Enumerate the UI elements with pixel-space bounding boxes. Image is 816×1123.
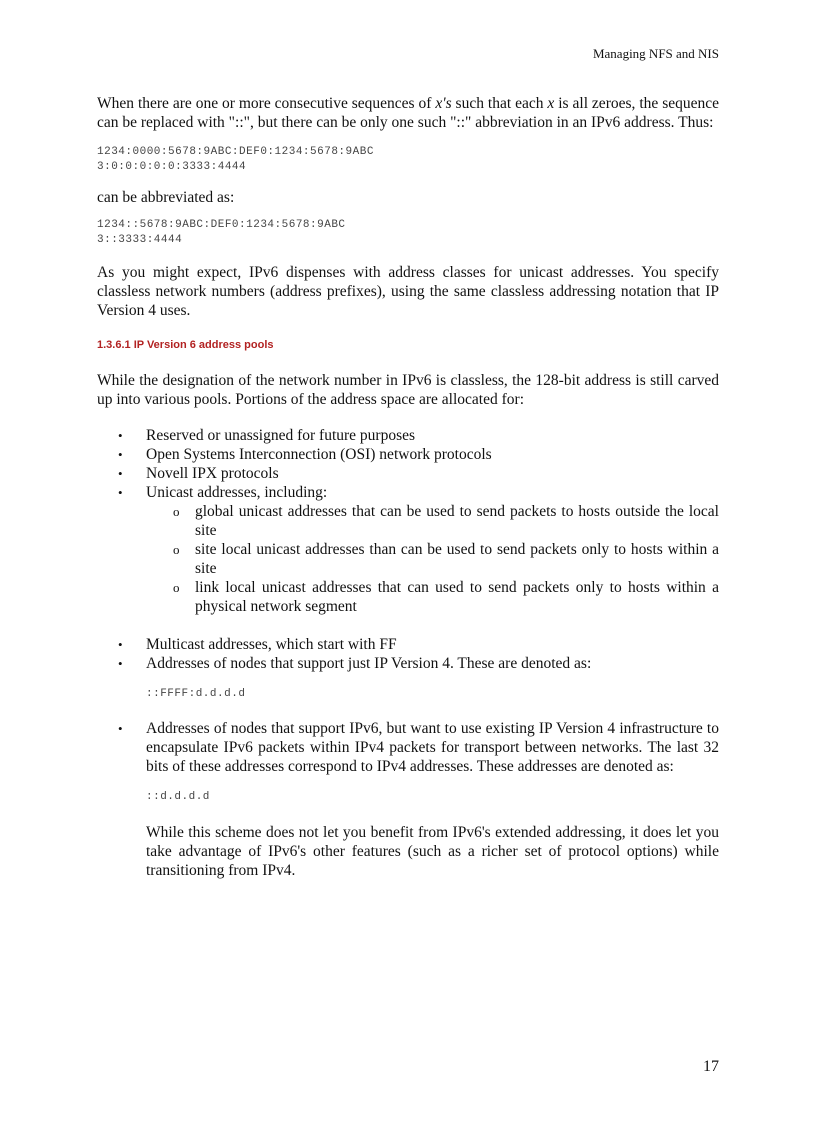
code-ipv4-compatible: ::d.d.d.d [146,791,210,803]
sub-list-item: o site local unicast addresses than can be used to send packets only to hosts within a site [146,540,719,578]
list-item-ipv6-encap: • Addresses of nodes that support IPv6, but want to use existing IP Version 4 infrastructure to encapsulate IPv6 packets within IPv4 packets for transport between networks. The last 32 bits of these addresses correspond to IPv4 addresses. These addresses are denoted as: ::d.d.d.d While this scheme does not let you benefit from IPv6's extended addressing, it does let you take advantage of IPv6's other features (such as a richer set of protocol options) while transitioning from IPv4. [97,719,719,880]
italic-xs: x's [435,95,452,112]
paragraph-zero-compression: When there are one or more consecutive sequences of x's such that each x is all zeroes, the sequence can be replaced with "::", but there can be only one such "::" abbreviation in an IPv6 address. Thus: [97,95,719,131]
list-item: • Open Systems Interconnection (OSI) network protocols [97,445,719,464]
code-line: 1234:0000:5678:9ABC:DEF0:1234:5678:9ABC [97,146,374,158]
list-item-ipv4-only: • Addresses of nodes that support just IP Version 4. These are denoted as: ::FFFF:d.d.d.d [97,654,719,702]
paragraph-classless: As you might expect, IPv6 dispenses with address classes for unicast addresses. You specify classless network numbers (address prefixes), using the same classless addressing notation that IP Version 4 uses. [97,264,719,319]
section-heading: 1.3.6.1 IP Version 6 address pools [97,339,274,351]
code-ipv4-mapped: ::FFFF:d.d.d.d [146,688,246,700]
paragraph-transition: While this scheme does not let you benefit from IPv6's extended addressing, it does let you take advantage of IPv6's other features (such as a richer set of protocol options) while transitioning from IPv4. [146,824,719,879]
running-header: Managing NFS and NIS [592,46,719,61]
page-number: 17 [703,1058,719,1075]
sub-list-item: o link local unicast addresses that can used to send packets only to hosts within a physical network segment [146,578,719,616]
code-line: 3::3333:4444 [97,234,183,246]
list-item: • Novell IPX protocols [97,464,719,483]
page-content [97,94,719,880]
list-item: • Reserved or unassigned for future purposes [97,426,719,445]
code-line: 3:0:0:0:0:0:3333:4444 [97,161,247,173]
code-block-full-addresses [97,145,719,175]
italic-x: x [547,95,555,112]
paragraph-abbreviated: can be abbreviated as: [97,189,235,206]
sub-list-item: o global unicast addresses that can be used to send packets to hosts outside the local site [146,502,719,540]
paragraph-address-pools: While the designation of the network number in IPv6 is classless, the 128-bit address is still carved up into various pools. Portions of the address space are allocated for: [97,372,719,408]
list-item-unicast: • Unicast addresses, including: o global unicast addresses that can be used to send packets to hosts outside the local site o site local unicast addresses than can be used to send packets only to hosts within a site o link local unicast addresses that can used to send packets only to hosts within a physical network segment [97,483,719,616]
pool-list [97,426,719,880]
code-line: 1234::5678:9ABC:DEF0:1234:5678:9ABC [97,219,346,231]
list-item-multicast: • Multicast addresses, which start with FF [97,635,719,654]
unicast-sublist [146,502,719,616]
code-block-abbreviated [97,218,719,248]
